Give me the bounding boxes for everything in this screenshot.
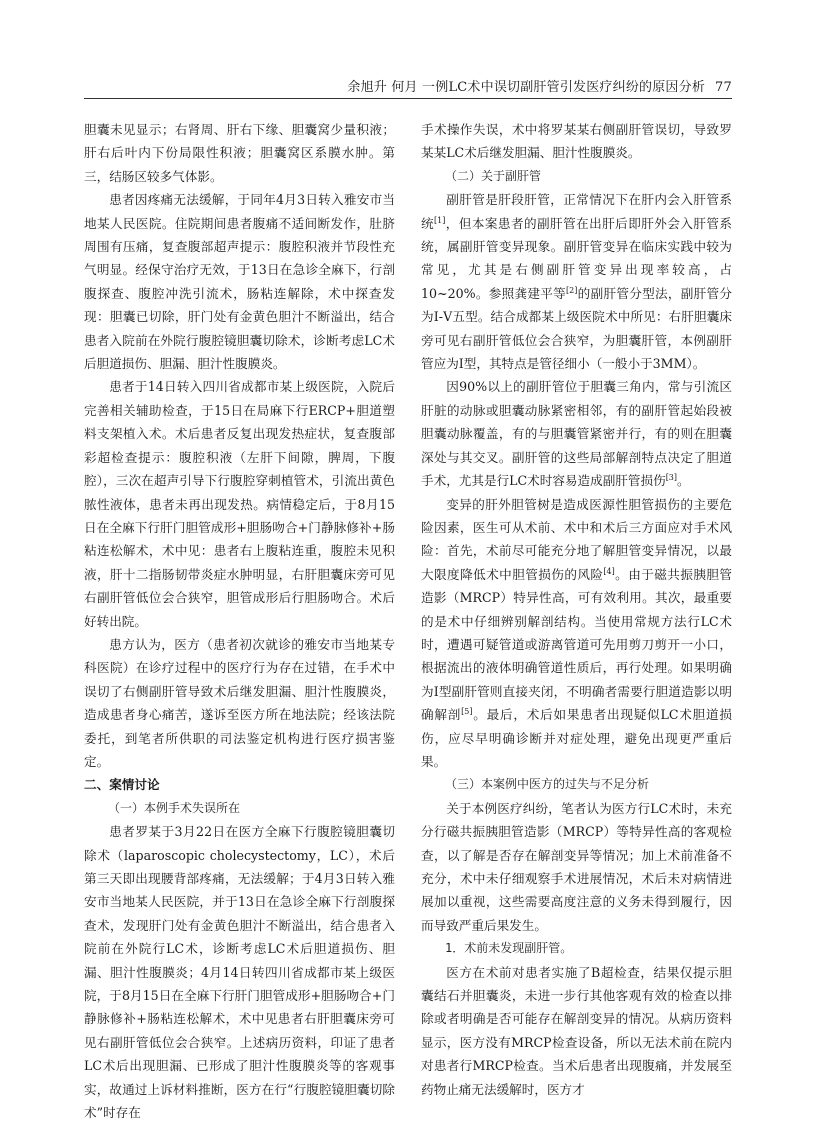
text-run: 副肝管是肝段肝管，正常情况下在肝内会入肝管系统 bbox=[421, 192, 732, 231]
citation: [2] bbox=[566, 285, 578, 295]
citation: [4] bbox=[603, 566, 615, 576]
header-rule bbox=[84, 98, 732, 99]
section-heading: 二、案情讨论 bbox=[84, 777, 160, 793]
running-header bbox=[84, 76, 732, 96]
text-run: ，但本案患者的副肝管在出肝后即肝外会入肝管系统，属副肝管变异现象。副肝管变异在临床实践中较为常见，尤其是右侧副肝管变异出现率较高，占10~20%。参照龚建平等 bbox=[421, 215, 733, 301]
citation: [1] bbox=[434, 215, 446, 225]
paragraph: 患者罗某于3月22日在医方全麻下行腹腔镜胆囊切除术（laparoscopic cholecystectomy，LC），术后第三天即出现腰背部疼痛，无法缓解；于4月3日转入雅安市当地某人民医院，并于13日在急诊全麻下行剖腹探查术，发现肝门处有金黄色胆汁不断溢出，结合患者入院前在外院行LC术，诊断考虑LC术后胆道损伤、胆漏、胆汁性腹膜炎；4月14日转四川省成都市某上级医院，于8月15日在全麻下行肝门胆管成形+胆肠吻合+门静脉修补+肠粘连松解术，术中见患者右肝胆囊床旁可见右副肝管低位会合狭窄。上述病历资料，印证了患者LC术后出现胆漏、已形成了胆汁性腹膜炎等的客观事实，故通过上诉材料推断，医方在行“行腹腔镜胆囊切除术”时存在 bbox=[84, 824, 395, 1121]
left-column bbox=[84, 118, 395, 1124]
running-title: 余旭升 何月 一例LC术中误切副肝管引发医疗纠纷的原因分析 bbox=[347, 80, 706, 95]
paragraph bbox=[421, 188, 732, 375]
paragraph bbox=[421, 493, 732, 774]
right-column bbox=[421, 118, 732, 1101]
subsection-heading: （三）本案例中医方的过失与不足分析 bbox=[445, 777, 650, 792]
paragraph: 胆囊未见显示；右肾周、肝右下缘、胆囊窝少量积液；肝右后叶内下份局限性积液；胆囊窝区系膜水肿。第三，结肠区较多气体影。 bbox=[84, 122, 395, 184]
page-number: 77 bbox=[715, 80, 732, 95]
paragraph: 医方在术前对患者实施了B超检查，结果仅提示胆囊结石并胆囊炎，未进一步行其他客观有效的检查以排除或者明确是否可能存在解剖变异的情况。从病历资料显示，医方没有MRCP检查设备，所以无法术前在院内对患者行MRCP检查。当术后患者出现腹痛，并发展至药物止痛无法缓解时，医方才 bbox=[421, 964, 732, 1097]
paragraph: 患者因疼痛无法缓解，于同年4月3日转入雅安市当地某人民医院。住院期间患者腹痛不适间断发作，肚脐周围有压痛，复查腹部超声提示：腹腔积液并节段性充气明显。经保守治疗无效，于13日在急诊全麻下，行剖腹探查、腹腔冲洗引流术，肠粘连解除，术中探查发现：胆囊已切除，肝门处有金黄色胆汁不断溢出，结合患者入院前在外院行腹腔镜胆囊切除术，诊断考虑LC术后胆道损伤、胆漏、胆汁性腹膜炎。 bbox=[84, 192, 395, 372]
paragraph bbox=[421, 375, 732, 492]
text-run: 变异的肝外胆管树是造成医源性胆管损伤的主要危险因素，医生可从术前、术中和术后三方面应对手术风险：首先，术前尽可能充分地了解胆管变异情况，以最大限度降低术中胆管损伤的风险 bbox=[421, 496, 732, 582]
citation: [3] bbox=[665, 472, 678, 482]
paragraph: 关于本例医疗纠纷，笔者认为医方行LC术时，未充分行磁共振胰胆管造影（MRCP）等特异性高的客观检查，以了解是否存在解剖变异等情况；加上术前准备不充分，术中未仔细观察手术进展情况，术后未对病情进展加以重视，这些需要高度注意的义务未得到履行，因而导致严重后果发生。 bbox=[421, 800, 732, 933]
paragraph: 手术操作失误，术中将罗某某右侧副肝管误切，导致罗某某LC术后继发胆漏、胆汁性腹膜炎。 bbox=[421, 122, 732, 161]
text-run: 。 bbox=[677, 473, 690, 489]
subsection-heading: （一）本例手术失误所在 bbox=[108, 800, 241, 815]
subsection-heading: （二）关于副肝管 bbox=[445, 168, 542, 183]
subsection-heading: 1．术前未发现副肝管。 bbox=[445, 941, 573, 956]
text-run: 。最后，术后如果患者出现疑似LC术胆道损伤，应尽早明确诊断并对症处理，避免出现更严重后果。 bbox=[421, 707, 732, 769]
citation: [5] bbox=[461, 706, 473, 716]
text-run: 。由于磁共振胰胆管造影（MRCP）特异性高，可有效利用。其次，最重要的是术中仔细辨别解剖结构。当使用常规方法行LC术时，遭遇可疑管道或游离管道可先用剪刀剪开一小口，根据流出的液体明确管道性质后，再行处理。如果明确为Ⅰ型副肝管则直接夹闭，不明确者需要行胆道造影以明确解剖 bbox=[421, 566, 733, 723]
text-run: 因90%以上的副肝管位于胆囊三角内，常与引流区肝脏的动脉或胆囊动脉紧密相邻，有的副肝管起始段被胆囊动脉覆盖，有的与胆囊管紧密并行，有的则在胆囊深处与其交叉。副肝管的这些局部解剖特点决定了胆道手术，尤其是行LC术时容易造成副肝管损伤 bbox=[421, 379, 732, 489]
paragraph: 患方认为，医方（患者初次就诊的雅安市当地某专科医院）在诊疗过程中的医疗行为存在过错，在手术中误切了右侧副肝管导致术后继发胆漏、胆汁性腹膜炎，造成患者身心痛苦，遂诉至医方所在地法院；经该法院委托，到笔者所供职的司法鉴定机构进行医疗损害鉴定。 bbox=[84, 636, 395, 769]
text-run: 的副肝管分型法，副肝管分为Ⅰ-Ⅴ五型。结合成都某上级医院术中所见：右肝胆囊床旁可见右副肝管低位会合狭窄，为胆囊肝管，本例副肝管应为Ⅰ型，其特点是管径细小（一般小于3MM）。 bbox=[421, 285, 732, 372]
paragraph: 患者于14日转入四川省成都市某上级医院，入院后完善相关辅助检查，于15日在局麻下行ERCP+胆道塑料支架植入术。术后患者反复出现发热症状，复查腹部彩超检查提示：腹腔积液（左肝下间隙，脾周，下腹腔），三次在超声引导下行腹腔穿刺植管术，引流出黄色脓性液体，患者未再出现发热。病情稳定后，于8月15日在全麻下行肝门胆管成形+胆肠吻合+门静脉修补+肠粘连松解术，术中见：患者右上腹粘连重，腹腔未见积液，肝十二指肠韧带炎症水肿明显，右肝胆囊床旁可见右副肝管低位会合狭窄，胆管成形后行胆肠吻合。术后好转出院。 bbox=[84, 379, 395, 629]
